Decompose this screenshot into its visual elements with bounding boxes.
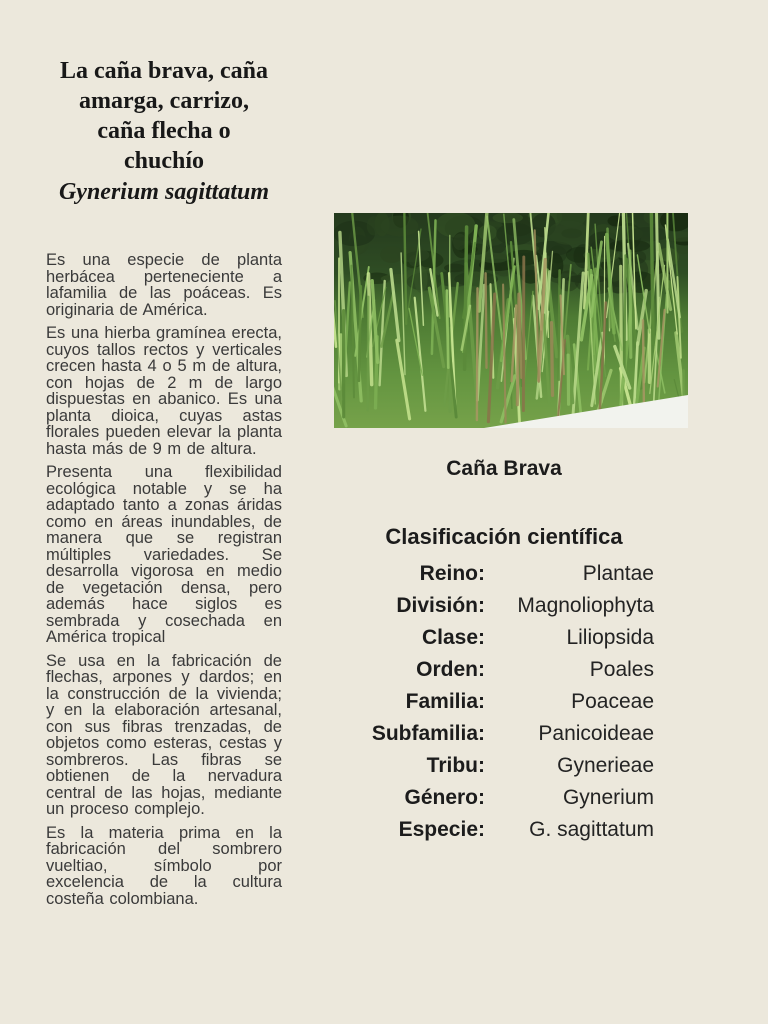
classification-row	[358, 782, 654, 814]
classification-rank-label: Reino:	[419, 562, 485, 585]
classification-rank-value: Magnoliophyta	[517, 594, 654, 617]
article-paragraph: Es una especie de planta herbácea perteneciente a lafamilia de las poáceas. Es originaria de América.	[46, 251, 282, 319]
photo-caption: Caña Brava	[446, 457, 562, 480]
classification-rank-value: Gynerium	[562, 786, 654, 809]
classification-rank-label: Tribu:	[426, 754, 485, 777]
article-paragraph: Presenta una flexibilidad ecológica notable y se ha adaptado tanto a zonas áridas como en áreas inundables, de manera que se registran múltiples variedades. Se desarrolla vigorosa en medio de vegetación densa, pero además hace siglos es sembrada y cosechada en América tropical	[46, 463, 282, 646]
article-text	[46, 252, 282, 914]
classification-rank-value: Poales	[589, 658, 654, 681]
classification-rank-value: Plantae	[582, 562, 654, 585]
classification-table	[358, 558, 654, 846]
classification-rank-value: Panicoideae	[538, 722, 654, 745]
title-line: La caña brava, caña	[59, 58, 268, 84]
classification-rank-value: G. sagittatum	[529, 818, 654, 841]
classification-row	[358, 750, 654, 782]
title-line: amarga, carrizo,	[79, 88, 249, 114]
classification-rank-label: Orden:	[416, 658, 485, 681]
title-line: chuchío	[123, 148, 204, 174]
classification-row	[358, 686, 654, 718]
classification-heading: Clasificación científica	[385, 524, 623, 549]
classification-rank-label: División:	[396, 594, 485, 617]
article-paragraph: Se usa en la fabricación de flechas, arpones y dardos; en la construcción de la vivienda; y en la elaboración artesanal, con sus fibras trenzadas, de objetos como esteras, cestas y sombreros. Las fibras se obtienen de la nervadura central de las hojas, mediante un proceso complejo.	[46, 651, 282, 818]
classification-rank-label: Subfamilia:	[371, 722, 485, 745]
page-title	[36, 56, 292, 206]
classification-row	[358, 590, 654, 622]
classification-rank-label: Familia:	[405, 690, 485, 713]
classification-row	[358, 718, 654, 750]
classification-rank-label: Clase:	[421, 626, 485, 649]
classification-rank-label: Género:	[404, 786, 485, 809]
classification-row	[358, 654, 654, 686]
title-lines	[36, 56, 292, 176]
classification-rank-value: Poaceae	[571, 690, 654, 713]
article-paragraph: Es la materia prima en la fabricación del sombrero vueltiao, símbolo por excelencia de la cultura costeña colombiana.	[46, 823, 282, 908]
classification-row	[358, 814, 654, 846]
grass-field-illustration	[334, 213, 688, 428]
cana-brava-photo	[334, 213, 688, 428]
classification-rank-value: Gynerieae	[557, 754, 654, 777]
article-paragraph: Es una hierba gramínea erecta, cuyos tallos rectos y verticales crecen hasta 4 o 5 m de altura, con hojas de 2 m de largo dispuestas en abanico. Es una planta dioica, cuyas astas florales pueden elevar la planta hasta más de 9 m de altura.	[46, 324, 282, 458]
scientific-name-title: Gynerium sagittatum	[58, 179, 270, 205]
classification-rank-value: Liliopsida	[566, 626, 654, 649]
classification-row	[358, 558, 654, 590]
classification-row	[358, 622, 654, 654]
title-line: caña flecha o	[97, 118, 231, 144]
classification-rank-label: Especie:	[398, 818, 485, 841]
